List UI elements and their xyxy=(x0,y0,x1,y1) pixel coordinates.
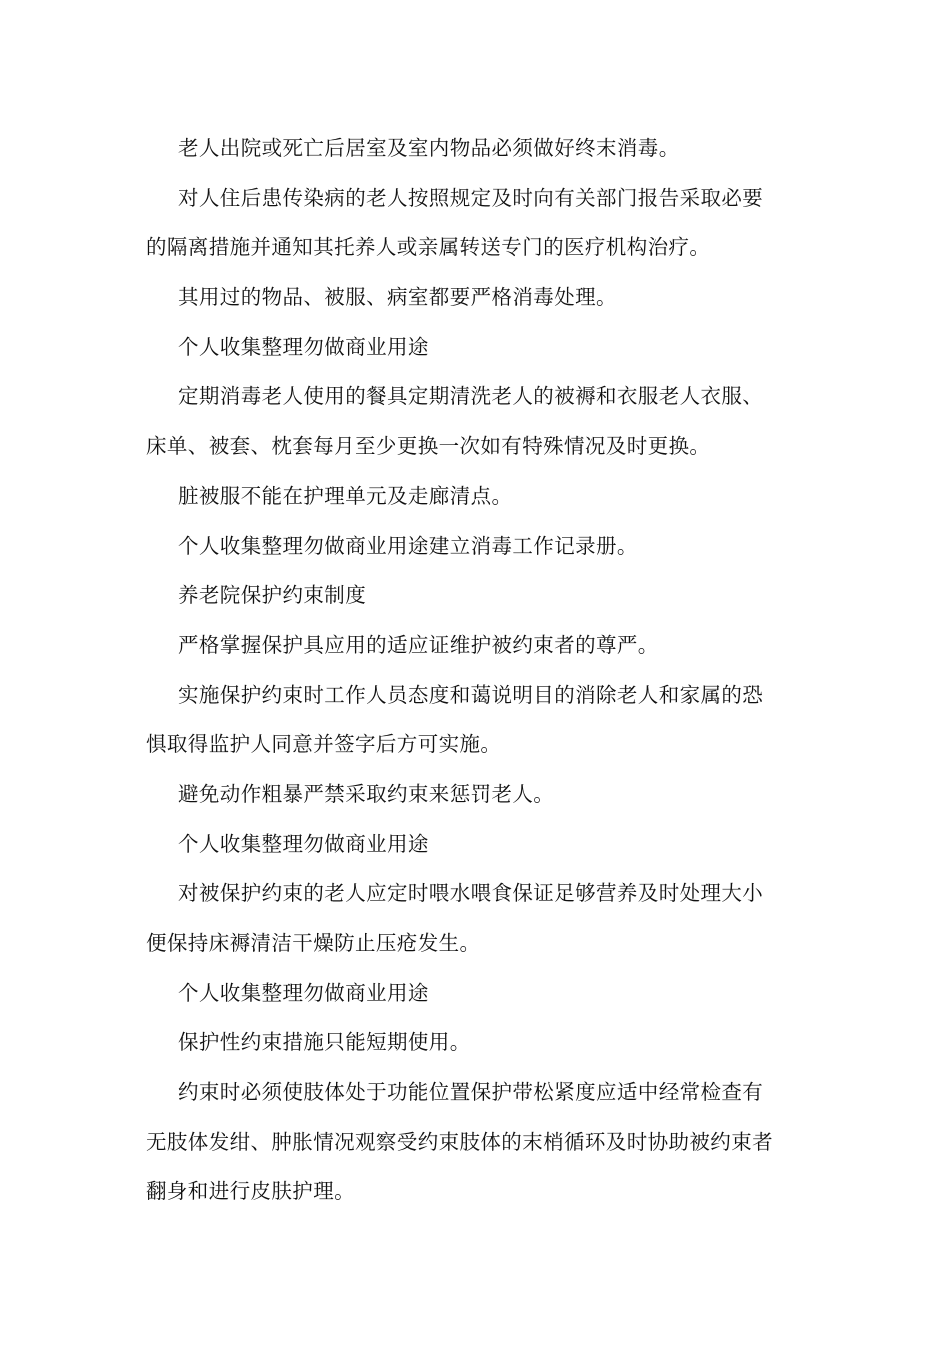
text-line: 保护性约束措施只能短期使用。 xyxy=(178,1030,471,1055)
text-line: 的隔离措施并通知其托养人或亲属转送专门的医疗机构治疗。 xyxy=(146,235,711,260)
text-line: 翻身和进行皮肤护理。 xyxy=(146,1179,355,1204)
section-heading: 养老院保护约束制度 xyxy=(178,583,367,608)
text-line: 其用过的物品、被服、病室都要严格消毒处理。 xyxy=(178,285,617,310)
text-line: 个人收集整理勿做商业用途 xyxy=(178,831,429,856)
text-line: 无肢体发绀、肿胀情况观察受约束肢体的末梢循环及时协助被约束者 xyxy=(146,1129,773,1154)
text-line: 老人出院或死亡后居室及室内物品必须做好终末消毒。 xyxy=(178,136,680,160)
text-line: 床单、被套、枕套每月至少更换一次如有特殊情况及时更换。 xyxy=(146,434,711,459)
text-line: 严格掌握保护具应用的适应证维护被约束者的尊严。 xyxy=(178,632,659,657)
text-line: 个人收集整理勿做商业用途建立消毒工作记录册。 xyxy=(178,533,638,558)
text-line: 惧取得监护人同意并签字后方可实施。 xyxy=(146,732,502,757)
text-line: 便保持床褥清洁干燥防止压疮发生。 xyxy=(146,931,481,955)
text-line: 个人收集整理勿做商业用途 xyxy=(178,980,429,1005)
text-line: 实施保护约束时工作人员态度和蔼说明目的消除老人和家属的恐 xyxy=(178,682,764,707)
text-line: 定期消毒老人使用的餐具定期清洗老人的被褥和衣服老人衣服、 xyxy=(178,384,764,409)
text-line: 个人收集整理勿做商业用途 xyxy=(178,334,429,359)
text-line: 脏被服不能在护理单元及走廊清点。 xyxy=(178,483,513,508)
text-line: 约束时必须使肢体处于功能位置保护带松紧度应适中经常检查有 xyxy=(178,1080,764,1105)
document-body xyxy=(146,124,786,1217)
text-line: 对人住后患传染病的老人按照规定及时向有关部门报告采取必要 xyxy=(178,185,764,210)
text-line: 对被保护约束的老人应定时喂水喂食保证足够营养及时处理大小 xyxy=(178,881,764,906)
text-line: 避免动作粗暴严禁采取约束来惩罚老人。 xyxy=(178,781,555,806)
